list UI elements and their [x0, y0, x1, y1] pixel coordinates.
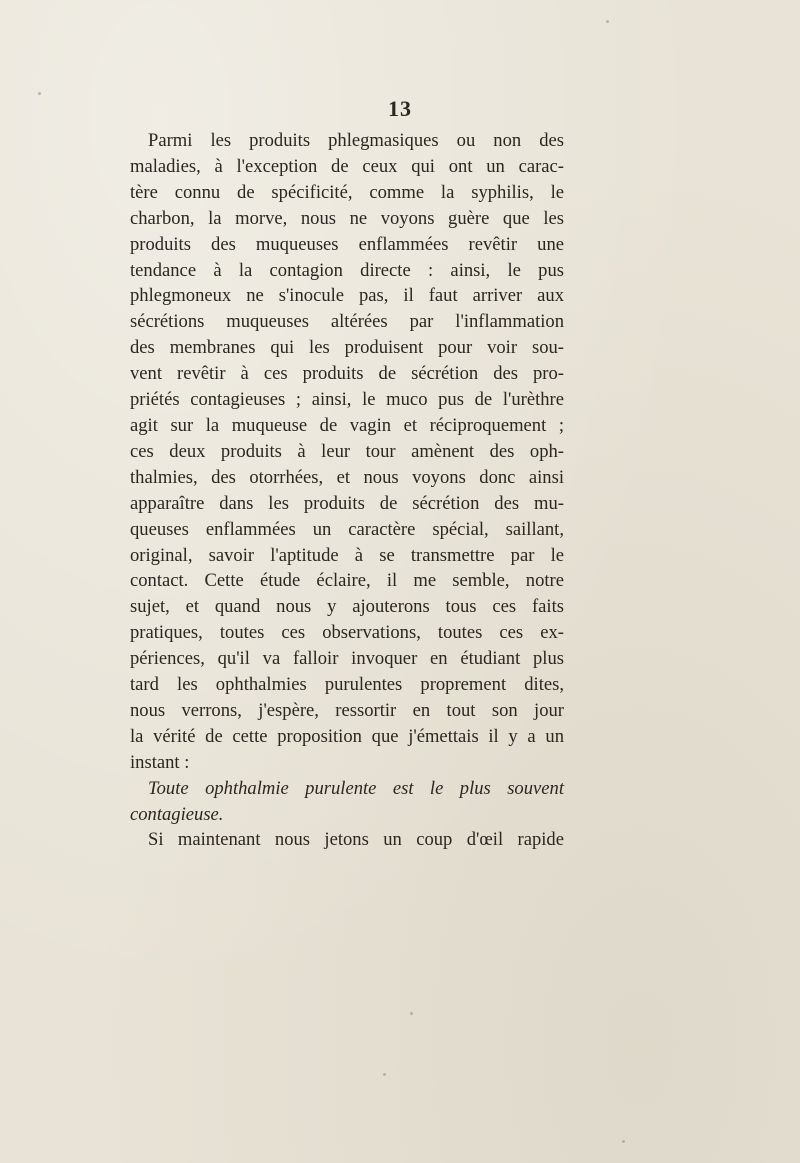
- text-line: sujet, et quand nous y ajouterons tous ces faits: [130, 596, 564, 618]
- paper-speck: [410, 1012, 413, 1015]
- text-line: Si maintenant nous jetons un coup d'œil rapide: [148, 829, 564, 851]
- text-line: instant :: [130, 751, 190, 773]
- text-line: ces deux produits à leur tour amènent des oph-: [130, 440, 564, 462]
- text-line: contagieuse.: [130, 803, 224, 825]
- body-text: [130, 128, 564, 853]
- text-line: pratiques, toutes ces observations, toutes ces ex-: [130, 622, 564, 644]
- text-line: des membranes qui les produisent pour voir sou-: [130, 337, 564, 359]
- text-line: priétés contagieuses ; ainsi, le muco pus de l'urèthre: [130, 389, 564, 411]
- text-line: apparaître dans les produits de sécrétion des mu-: [130, 492, 564, 514]
- text-line: vent revêtir à ces produits de sécrétion des pro-: [130, 363, 564, 385]
- text-line: périences, qu'il va falloir invoquer en étudiant plus: [130, 648, 564, 670]
- text-line: original, savoir l'aptitude à se transmettre par le: [130, 544, 564, 566]
- italic-proposition: [130, 776, 564, 828]
- text-line: phlegmoneux ne s'inocule pas, il faut arriver aux: [130, 285, 564, 307]
- text-line: la vérité de cette proposition que j'émettais il y a un: [130, 725, 564, 747]
- text-line: tendance à la contagion directe : ainsi, le pus: [130, 259, 564, 281]
- text-line: agit sur la muqueuse de vagin et réciproquement ;: [130, 414, 564, 436]
- paper-speck: [622, 1140, 625, 1143]
- text-line: nous verrons, j'espère, ressortir en tout son jour: [130, 699, 564, 721]
- text-line: contact. Cette étude éclaire, il me semble, notre: [130, 570, 564, 592]
- text-line: maladies, à l'exception de ceux qui ont un carac-: [130, 155, 564, 177]
- paper-speck: [383, 1073, 386, 1076]
- page-number: 13: [388, 96, 412, 121]
- paper-speck: [606, 20, 609, 23]
- text-line: charbon, la morve, nous ne voyons guère que les: [130, 207, 564, 229]
- text-line: tère connu de spécificité, comme la syphilis, le: [130, 181, 564, 203]
- paper-speck: [38, 92, 41, 95]
- paragraph-next: [130, 827, 564, 853]
- text-line: thalmies, des otorrhées, et nous voyons donc ainsi: [130, 466, 564, 488]
- text-line: Parmi les produits phlegmasiques ou non des: [148, 130, 564, 151]
- text-line: tard les ophthalmies purulentes proprement dites,: [130, 674, 564, 696]
- paragraph-main: [130, 128, 564, 776]
- text-line: produits des muqueuses enflammées revêtir une: [130, 233, 564, 255]
- text-line: sécrétions muqueuses altérées par l'inflammation: [130, 311, 564, 333]
- text-line: Toute ophthalmie purulente est le plus souvent: [148, 777, 564, 799]
- text-line: queuses enflammées un caractère spécial, saillant,: [130, 518, 564, 540]
